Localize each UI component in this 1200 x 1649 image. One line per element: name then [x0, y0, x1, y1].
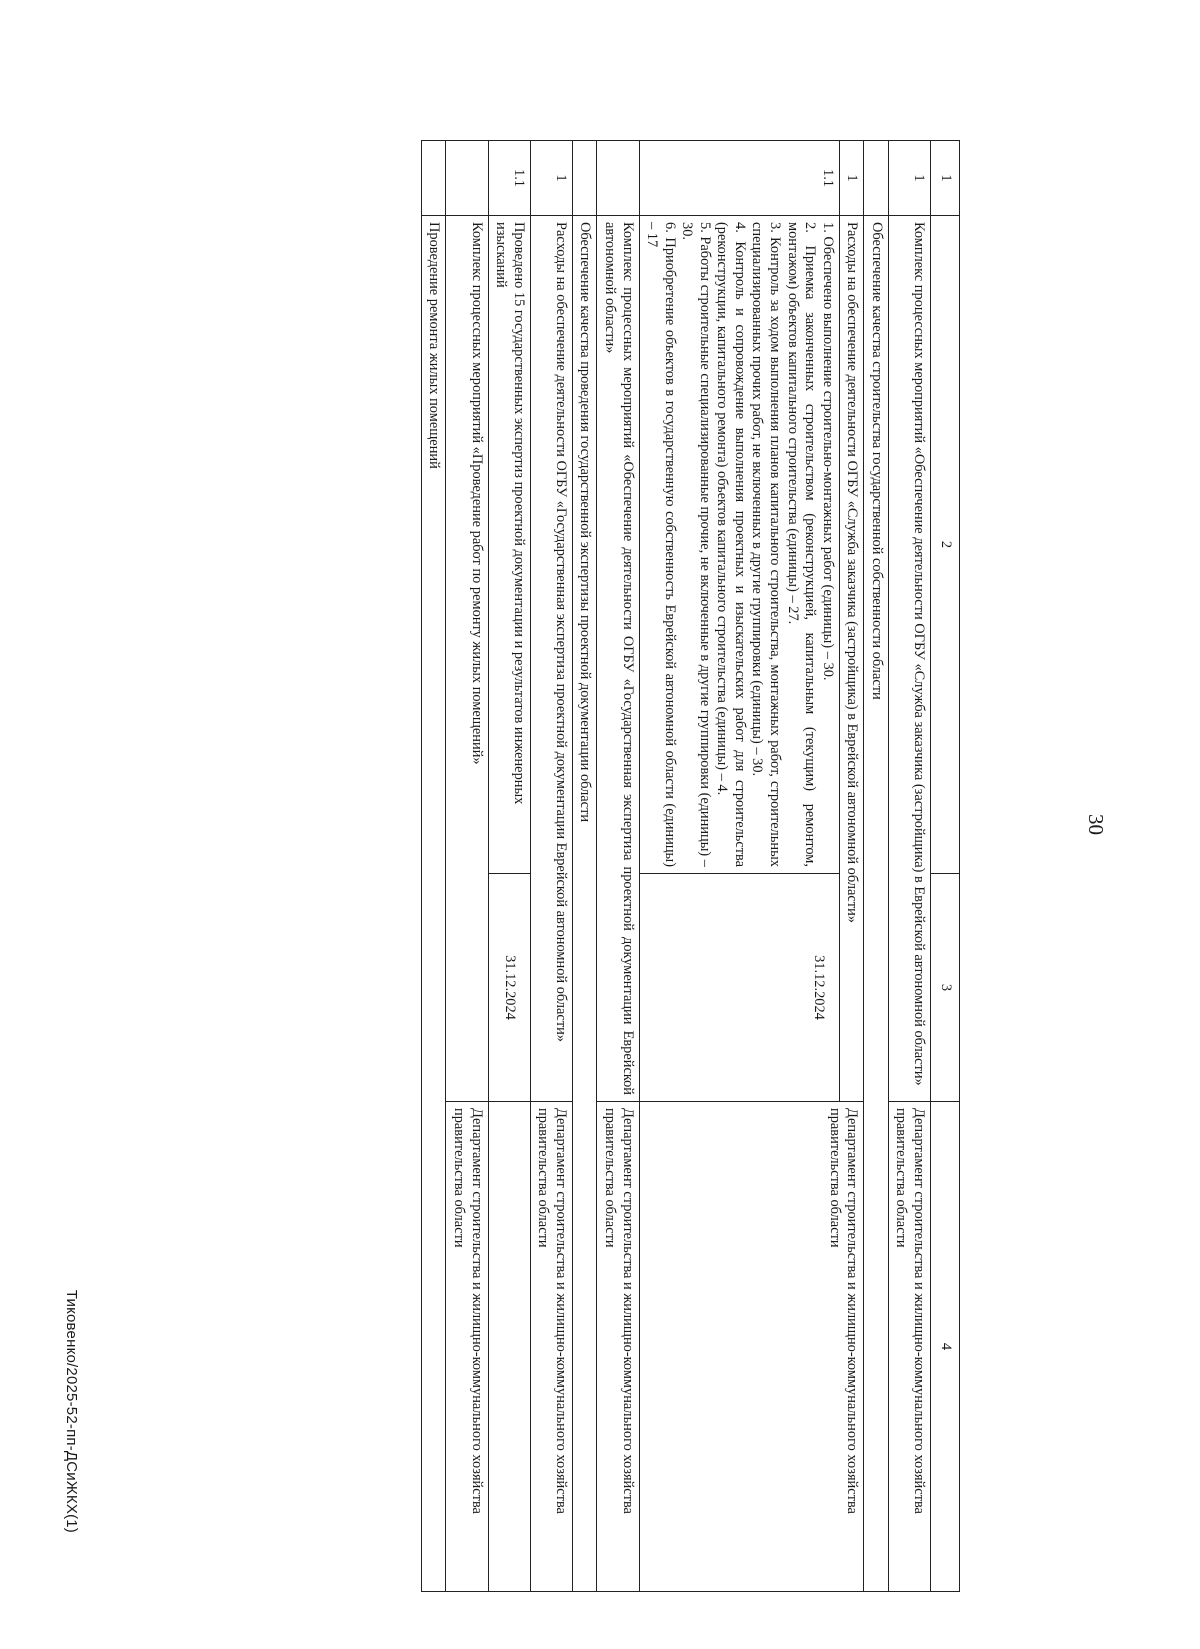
row-task-heading: Обеспечение качества строительства государственной собственности области [864, 216, 889, 1592]
row-text: Комплекс процессных мероприятий «Обеспечение деятельности ОГБУ «Служба заказчика (застройщика) в Еврейской автономной области» [888, 216, 930, 1102]
table-row [488, 141, 530, 1592]
result-item: 2. Приемка законченных строительством (реконструкцией, капитальным (текущим) ремонтом, монтажом) объектов капитального строительства (единицы) – 27. [784, 222, 819, 867]
header-cell: 3 [931, 874, 960, 1102]
row-number: 1.1 [639, 141, 839, 216]
row-responsible: Департамент строительства и жилищно-коммунального хозяйства правительства области [888, 1102, 930, 1592]
document-code: Тиковенко/2025-52-пп-ДСиЖКХ(1) [63, 1289, 80, 1533]
row-text: Комплекс процессных мероприятий «Проведение работ по ремонту жилых помещений» [446, 216, 488, 1102]
row-text: Расходы на обеспечение деятельности ОГБУ «Служба заказчика (застройщика) в Еврейской автономной области» [839, 216, 864, 1102]
row-number [446, 141, 488, 216]
row-text: Проведено 15 государственных экспертиз проектной документации и результатов инженерных изысканий [488, 216, 530, 874]
row-number: 1 [888, 141, 930, 216]
table-row [597, 141, 639, 1592]
result-item: 3. Контроль за ходом выполнения планов капитального строительства, монтажных работ, строительных специализированных прочих работ, не включенных в другие группировки (единицы) – 30. [749, 222, 784, 867]
table-row [572, 141, 597, 1592]
row-responsible: Департамент строительства и жилищно-коммунального хозяйства правительства области [639, 1102, 864, 1592]
table-row [446, 141, 488, 1592]
row-text: Расходы на обеспечение деятельности ОГБУ «Государственная экспертиза проектной документации Еврейской автономной области» [530, 216, 572, 1102]
result-item: 4. Контроль и сопровождение выполнения проектных и изыскательских работ для строительства (реконструкции, капитального ремонта) объектов капитального строительства (единицы) – 4. [714, 222, 748, 867]
table-row [421, 141, 446, 1592]
row-number: 1 [839, 141, 864, 216]
row-task-heading: Обеспечение качества проведения государственной экспертизы проектной документации области [572, 216, 597, 1592]
row-date: 31.12.2024 [639, 874, 839, 1102]
header-cell: 4 [931, 1102, 960, 1592]
table-row [530, 141, 572, 1592]
row-number [864, 141, 889, 216]
page-number: 30 [1084, 814, 1108, 835]
table-row [888, 141, 930, 1592]
table-row [864, 141, 889, 1592]
row-number: 1 [530, 141, 572, 216]
row-number [421, 141, 446, 216]
table-header-row [931, 141, 960, 1592]
result-item: 1. Обеспечено выполнение строительно-монтажных работ (единицы) – 30. [819, 222, 836, 681]
header-cell: 2 [931, 216, 960, 874]
result-item: 5. Работы строительные специализированные прочие, не включенные в другие группировки (единицы) – 30. [679, 222, 713, 867]
row-responsible: Департамент строительства и жилищно-коммунального хозяйства правительства области [446, 1102, 488, 1592]
row-number: 1.1 [488, 141, 530, 216]
row-responsible: Департамент строительства и жилищно-коммунального хозяйства правительства области [597, 1102, 639, 1592]
row-text: Комплекс процессных мероприятий «Обеспечение деятельности ОГБУ «Государственная экспертиза проектной документации Еврейской автономной области» [597, 216, 639, 1102]
program-table [421, 140, 960, 1592]
row-number [597, 141, 639, 216]
row-results-list [639, 216, 839, 874]
row-responsible [488, 1102, 530, 1592]
header-cell: 1 [931, 141, 960, 216]
row-responsible: Департамент строительства и жилищно-коммунального хозяйства правительства области [530, 1102, 572, 1592]
table-row [839, 141, 864, 1592]
row-task-heading: Проведение ремонта жилых помещений [421, 216, 446, 1592]
row-date: 31.12.2024 [488, 874, 530, 1102]
row-number [572, 141, 597, 216]
result-item: 6. Приобретение объектов в государственную собственность Еврейской автономной области (единицы) – 17 [644, 222, 678, 867]
